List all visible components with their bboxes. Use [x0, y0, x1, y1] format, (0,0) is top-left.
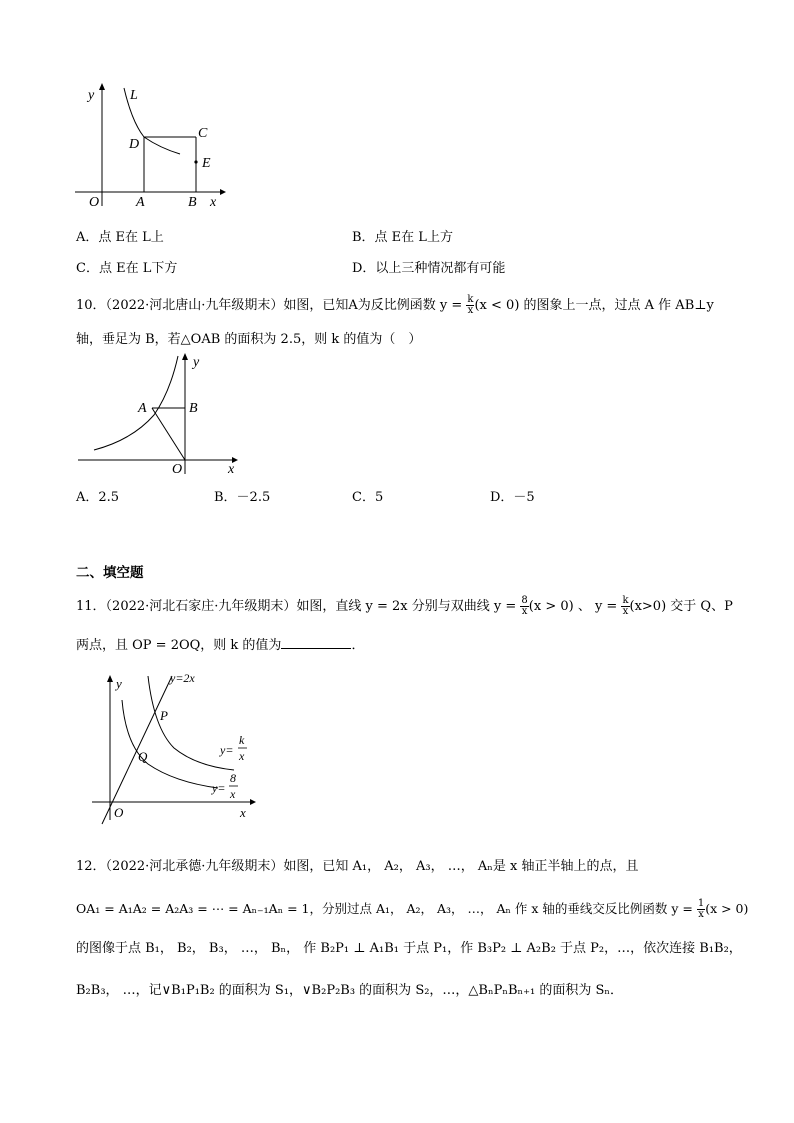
q11-line2-post: ． [351, 638, 365, 653]
label-Q: Q [138, 749, 148, 764]
q12-line2-pre: OA₁ = A₁A₂ = A₂A₃ = ⋯ = Aₙ₋₁Aₙ = 1，分别过点 A₁， A₂， A₃， …， Aₙ 作 x 轴的垂线交反比例函数 y = [76, 901, 697, 916]
label-8-curve: y= [212, 781, 226, 795]
label-D: D [129, 137, 140, 152]
q12-fraction: $\frac{1}{x}$ [697, 898, 705, 920]
label-y: y [193, 355, 200, 370]
q10-line2: 轴，垂足为 B，若△OAB 的面积为 2.5，则 k 的值为（ ） [76, 332, 422, 347]
q11-line1 [76, 596, 733, 617]
q10-option-b: B．－2.5 [214, 490, 271, 505]
y-axis-arrow [107, 675, 113, 682]
label-A: A [138, 401, 147, 416]
figure-q10 [72, 350, 252, 480]
label-x: x [228, 462, 235, 477]
figure-q11 [88, 668, 268, 830]
point-E [194, 160, 197, 163]
q12-line2-post: (x > 0) [705, 901, 749, 916]
q11-fraction-1: $\frac{8}{x}$ [521, 595, 528, 617]
q9-option-c: C．点 E在 L下方 [76, 261, 178, 276]
q9-option-a: A．点 E在 L上 [76, 230, 164, 245]
label-B: B [188, 195, 197, 210]
q11-line2-pre: 两点，且 OP = 2OQ，则 k 的值为 [76, 638, 282, 653]
q11-line1-mid: (x > 0) 、 y = [528, 599, 622, 614]
label-line: y=2x [170, 671, 195, 685]
q10-fraction: $\frac{k}{x}$ [467, 294, 474, 316]
label-k-num: k [239, 733, 245, 747]
label-8-num: 8 [230, 771, 236, 785]
label-E: E [202, 156, 211, 171]
section-heading: 二、填空题 [76, 565, 144, 581]
q10-line1 [76, 295, 714, 316]
hyperbola [94, 356, 178, 450]
q12-line2 [76, 899, 748, 920]
label-C: C [198, 126, 208, 141]
label-L: L [130, 88, 138, 103]
label-O: O [89, 195, 100, 210]
label-k-den: x [239, 749, 245, 763]
label-B: B [189, 401, 198, 416]
label-O: O [172, 462, 183, 477]
label-x: x [210, 195, 217, 210]
answer-blank[interactable] [281, 636, 351, 649]
figure-q9 [70, 82, 230, 212]
q12-line3: 的图像于点 B₁， B₂， B₃， …， Bₙ， 作 B₂P₁ ⊥ A₁B₁ 于点 P₁，作 B₃P₂ ⊥ A₂B₂ 于点 P₂，…，依次连接 B₁B₂， [76, 941, 742, 956]
label-x: x [240, 805, 246, 820]
q9-option-d: D．以上三种情况都有可能 [352, 261, 506, 276]
q10-option-c: C．5 [352, 490, 384, 505]
q10-line1-pre: 10．（2022·河北唐山·九年级期末）如图，已知A为反比例函数 y = [76, 298, 467, 313]
x-axis-arrow [220, 189, 226, 195]
label-y: y [88, 88, 95, 103]
q12-line4: B₂B₃， …，记∨B₁P₁B₂ 的面积为 S₁，∨B₂P₂B₃ 的面积为 S₂，…，△BₙPₙBₙ₊₁ 的面积为 Sₙ． [76, 983, 624, 998]
q10-option-a: A．2.5 [76, 490, 120, 505]
label-y: y [116, 676, 122, 691]
label-O: O [114, 805, 124, 820]
label-P: P [160, 708, 168, 723]
q11-line1-post: (x>0) 交于 Q、P [629, 599, 733, 614]
q11-fraction-2: $\frac{k}{x}$ [622, 595, 629, 617]
segment-AO [152, 408, 185, 460]
y-axis-arrow [182, 353, 188, 360]
label-8-den: x [230, 787, 236, 801]
q10-option-d: D．－5 [490, 490, 535, 505]
label-k-curve: y= [220, 743, 234, 757]
y-axis-arrow [99, 83, 105, 90]
x-axis-arrow [250, 799, 256, 805]
label-A: A [136, 195, 145, 210]
q12-line1: 12．（2022·河北承德·九年级期末）如图，已知 A₁， A₂， A₃， …， Aₙ是 x 轴正半轴上的点，且 [76, 859, 639, 874]
q11-line2 [76, 636, 364, 655]
q10-line1-post: (x < 0) 的图象上一点，过点 A 作 AB⊥y [474, 298, 714, 313]
q9-option-b: B．点 E在 L上方 [352, 230, 453, 245]
q11-line1-pre: 11．（2022·河北石家庄·九年级期末）如图，直线 y = 2x 分别与双曲线 y = [76, 599, 521, 614]
